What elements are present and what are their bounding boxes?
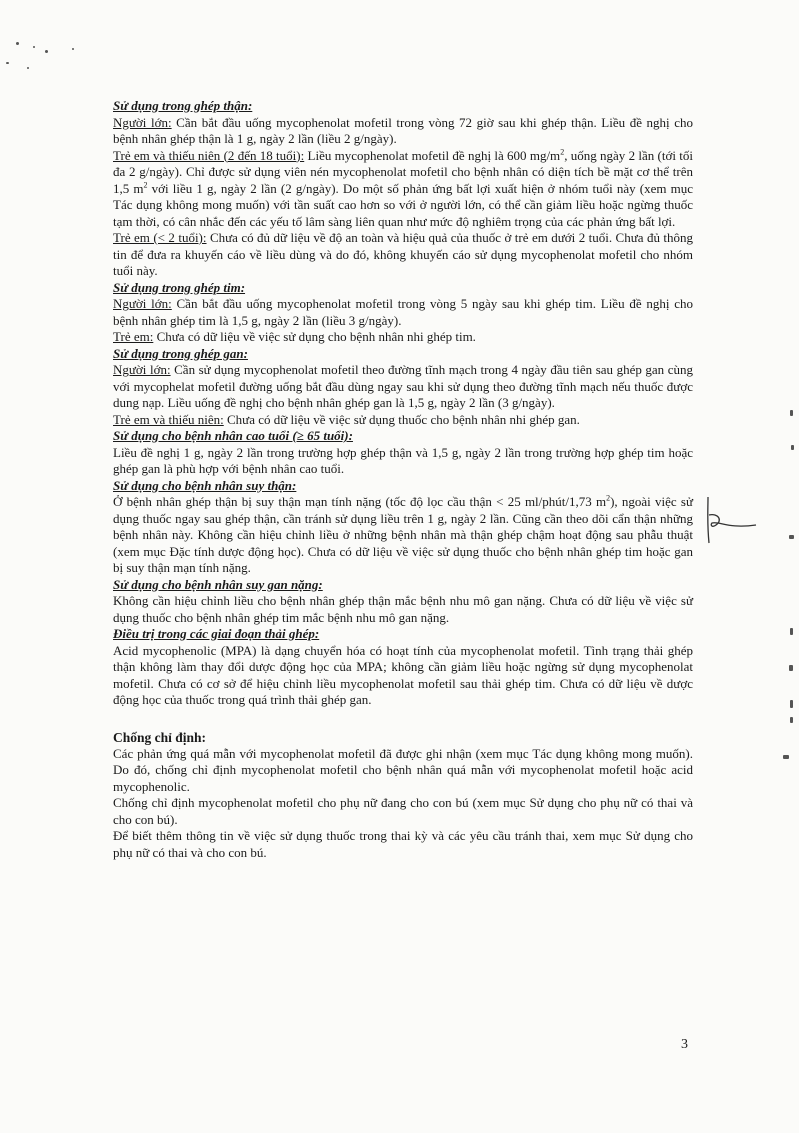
scan-speck: [72, 48, 74, 50]
hepatic-paragraph: Không cần hiệu chỉnh liều cho bệnh nhân ghép thận mắc bệnh nhu mô gan nặng. Chưa có dữ liệu về việc sử dụng thuốc cho bệnh nhân ghép tim mắc bệnh nhu mô gan nặng.: [113, 593, 693, 625]
kidney-infant-label: Trẻ em (< 2 tuổi):: [113, 230, 207, 245]
heart-adult-paragraph: [113, 296, 693, 329]
scan-speck: [6, 62, 9, 64]
scan-speck: [790, 700, 793, 708]
scan-speck: [789, 535, 794, 539]
initials-mark: [698, 495, 768, 555]
kidney-children-text: , uống ngày 2 lần (tới tối đa 2 g/ngày). Chỉ được sử dụng viên nén mycophenolat mofetil cho bệnh nhân có diện tích bề mặt cơ thể trên 1,5 m: [113, 147, 693, 196]
heart-adult-text: Cần bắt đầu uống mycophenolat mofetil trong vòng 5 ngày sau khi ghép tim. Liều đề nghị cho bệnh nhân ghép tim là 1,5 g, ngày 2 lần (liều 3 g/ngày).: [113, 296, 693, 328]
liver-children-label: Trẻ em và thiếu niên:: [113, 411, 224, 427]
scan-speck: [790, 628, 793, 635]
elderly-paragraph: Liều đề nghị 1 g, ngày 2 lần trong trường hợp ghép thận và 1,5 g, ngày 2 lần trong trường hợp ghép tim hoặc ghép gan là phù hợp với bệnh nhân cao tuổi.: [113, 444, 693, 476]
heart-children-text: Chưa có dữ liệu về việc sử dụng cho bệnh nhân nhi ghép tim.: [153, 329, 476, 344]
kidney-children-paragraph: [113, 148, 693, 231]
liver-children-text: Chưa có dữ liệu về việc sử dụng thuốc cho bệnh nhân nhi ghép gan.: [223, 411, 580, 427]
kidney-adult-paragraph: [113, 115, 693, 148]
heart-heading: Sử dụng trong ghép tim:: [113, 279, 246, 295]
superscript: 2: [143, 180, 148, 190]
scan-speck: [790, 717, 793, 723]
page-number: 3: [681, 1037, 688, 1052]
elderly-heading: Sử dụng cho bệnh nhân cao tuổi (≥ 65 tuổi):: [113, 428, 353, 443]
rejection-paragraph: Acid mycophenolic (MPA) là dạng chuyển hóa có hoạt tính của mycophenolat mofetil. Tình trạng thải ghép thận không làm thay đổi dược động học của MPA; không cần giảm liều hoặc ngừng sử dụng mycophenolat mofetil. Chưa có cơ sở để hiệu chỉnh liều mycophenolat mofetil sau thải ghép tim. Chưa có dữ liệu về dược động học của thuốc trong quá trình thải ghép gan.: [113, 642, 693, 707]
superscript: 2: [560, 147, 565, 157]
contraindications-paragraph-1: Các phản ứng quá mẫn với mycophenolat mofetil đã được ghi nhận (xem mục Tác dụng không mong muốn). Do đó, chống chỉ định mycophenolat mofetil cho bệnh nhân quá mẫn với mycophenolat mofetil hoặc acid mycophenolic.: [113, 745, 693, 794]
scan-speck: [783, 755, 789, 759]
contraindications-paragraph-3: Để biết thêm thông tin về việc sử dụng thuốc trong thai kỳ và các yêu cầu tránh thai, xem mục Sử dụng cho phụ nữ có thai và cho con bú.: [113, 828, 693, 860]
contraindications-title: Chống chỉ định:: [113, 729, 207, 745]
renal-heading: Sử dụng cho bệnh nhân suy thận:: [113, 477, 297, 493]
scan-speck: [45, 50, 48, 53]
superscript: 2: [606, 493, 611, 503]
scan-speck: [789, 665, 793, 671]
liver-children-paragraph: [113, 412, 693, 429]
document-page: [113, 98, 693, 861]
heart-children-label: Trẻ em:: [113, 329, 154, 344]
liver-adult-label: Người lớn:: [113, 362, 171, 377]
kidney-adult-label: Người lớn:: [113, 114, 172, 130]
kidney-children-label: Trẻ em và thiếu niên (2 đến 18 tuổi):: [113, 147, 305, 163]
rejection-heading: Điều trị trong các giai đoạn thải ghép:: [113, 626, 320, 641]
renal-text: Ở bệnh nhân ghép thận bị suy thận mạn tính nặng (tốc độ lọc cầu thận < 25 ml/phút/1,73 m: [113, 494, 607, 509]
kidney-adult-text: Cần bắt đầu uống mycophenolat mofetil trong vòng 72 giờ sau khi ghép thận. Liều đề nghị cho bệnh nhân ghép thận là 1 g, ngày 2 lần (liều 2 g/ngày).: [113, 114, 694, 146]
liver-adult-paragraph: [113, 362, 693, 412]
contraindications-paragraph-2: Chống chỉ định mycophenolat mofetil cho phụ nữ đang cho con bú (xem mục Sử dụng cho phụ nữ có thai và cho con bú).: [113, 795, 693, 827]
kidney-children-text: Liều mycophenolat mofetil đề nghị là 600 mg/m: [304, 147, 561, 163]
liver-adult-text: Cần sử dụng mycophenolat mofetil theo đường tĩnh mạch trong 4 ngày đầu tiên sau ghép gan cùng với mycophelat mofetil đường uống bắt đầu dùng ngay sau khi sử dụng theo đường tĩnh mạch nếu thuốc được dung nạp. Liều uống đề nghị cho bệnh nhân ghép gan là 1,5 g, ngày 2 lần (3 g/ngày).: [113, 362, 693, 410]
scan-speck: [27, 67, 29, 69]
renal-paragraph: [113, 494, 693, 577]
scan-speck: [33, 46, 35, 48]
hepatic-heading: Sử dụng cho bệnh nhân suy gan nặng:: [113, 576, 323, 592]
scan-speck: [790, 410, 793, 416]
heart-adult-label: Người lớn:: [113, 296, 172, 311]
scan-speck: [16, 42, 19, 45]
renal-text: ), ngoài việc sử dụng thuốc ngay sau ghép thận, cần tránh sử dụng liều trên 1 g, ngày 2 lần. Cũng cần theo dõi cẩn thận những bệnh nhân này. Không cần hiệu chỉnh liều ở những bệnh nhân mà thận ghép chậm hoạt động sau phẫu thuật (xem mục Đặc tính dược động học). Chưa có dữ liệu về việc sử dụng thuốc cho bệnh nhân ghép tim hoặc gan bị suy thận mạn tính nặng.: [113, 494, 693, 575]
kidney-infant-paragraph: [113, 230, 693, 280]
heart-children-paragraph: [113, 329, 693, 346]
kidney-children-text: với liều 1 g, ngày 2 lần (2 g/ngày). Do một số phản ứng bất lợi xuất hiện ở nhóm tuổi này (xem mục Tác dụng không mong muốn) với tần suất cao hơn so với ở người lớn, có thể cần giảm liều hoặc ngừng thuốc tạm thời, có cân nhắc đến các yếu tố lâm sàng liên quan như mức độ nghiêm trọng của các phản ứng bất lợi.: [113, 180, 693, 229]
kidney-infant-text: Chưa có đủ dữ liệu về độ an toàn và hiệu quả của thuốc ở trẻ em dưới 2 tuổi. Chưa đủ thông tin để đưa ra khuyến cáo về liều dùng và do đó, không khuyến cáo sử dụng mycophenolat mofetil cho nhóm tuổi này.: [113, 230, 693, 278]
scan-speck: [791, 445, 794, 450]
liver-heading: Sử dụng trong ghép gan:: [113, 345, 248, 361]
kidney-heading: Sử dụng trong ghép thận:: [113, 98, 253, 113]
